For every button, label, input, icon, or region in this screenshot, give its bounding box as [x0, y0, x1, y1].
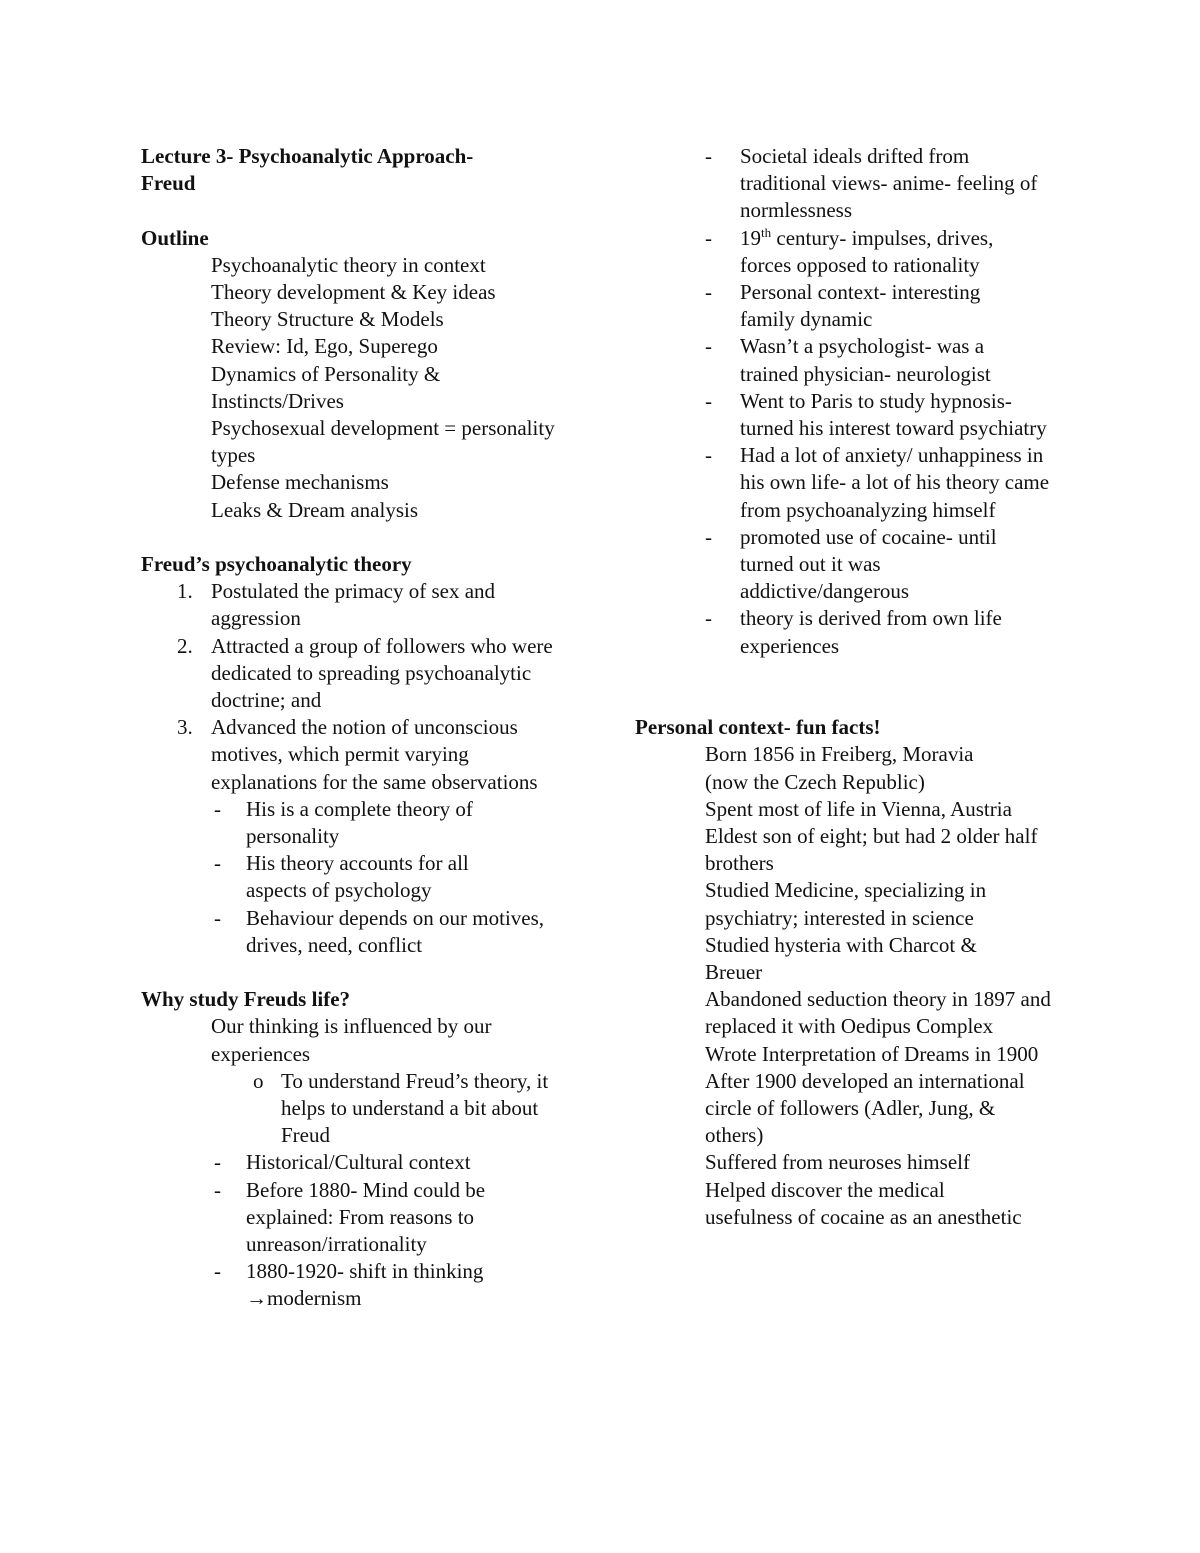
dash-item: - His theory accounts for all aspects of psychology	[214, 851, 469, 903]
dash-marker: -	[705, 334, 712, 359]
dash-marker: -	[214, 905, 221, 930]
why-heading: Why study Freuds life?	[141, 987, 351, 1012]
right-arrow-icon: →	[246, 1286, 267, 1311]
dash-marker: -	[705, 280, 712, 305]
theory-numbered-list	[141, 578, 581, 796]
dash-marker: -	[705, 388, 712, 413]
dash-marker: -	[214, 1259, 221, 1284]
fact-item: Studied hysteria with Charcot & Breuer	[705, 932, 977, 985]
dash-item: - Societal ideals drifted from traditional views- anime- feeling of normlessness	[705, 144, 1038, 223]
dash-item: - His is a complete theory of personality	[214, 796, 473, 849]
outline-item: Psychosexual development = personality types	[211, 416, 555, 468]
dash-marker: -	[705, 524, 712, 549]
fact-item: After 1900 developed an international circle of followers (Adler, Jung, & others)	[705, 1068, 1025, 1148]
fact-item: Wrote Interpretation of Dreams in 1900	[705, 1041, 1039, 1066]
outline-item: Review: Id, Ego, Superego	[211, 334, 438, 359]
why-bullet-item: Our thinking is influenced by our experiences	[211, 1014, 492, 1066]
number-marker: 1.	[177, 579, 193, 604]
dash-item: - 19th century- impulses, drives, forces opposed to rationality	[705, 224, 994, 277]
facts-list	[635, 741, 1075, 1231]
outline-list	[141, 252, 581, 524]
left-column	[141, 143, 581, 1313]
why-circle-item: o To understand Freud’s theory, it helps to understand a bit about Freud	[253, 1068, 549, 1148]
outline-item: Theory Structure & Models	[211, 307, 444, 332]
dash-item: - Personal context- interesting family dynamic	[705, 280, 981, 332]
dash-marker: -	[705, 225, 712, 250]
dash-marker: -	[214, 796, 221, 821]
number-marker: 3.	[177, 715, 193, 740]
right-column	[635, 143, 1075, 1231]
outline-item: Dynamics of Personality & Instincts/Drives	[211, 361, 441, 413]
dash-item: - Had a lot of anxiety/ unhappiness in his own life- a lot of his theory came from psychoanalyzing himself	[705, 443, 1050, 522]
dash-marker: -	[214, 1150, 221, 1175]
dash-item: - promoted use of cocaine- until turned out it was addictive/dangerous	[705, 524, 997, 604]
dash-item: - Before 1880- Mind could be explained: From reasons to unreason/irrationality	[214, 1177, 486, 1257]
dash-marker: -	[705, 606, 712, 631]
circle-marker: o	[253, 1068, 264, 1093]
outline-heading: Outline	[141, 225, 209, 250]
facts-heading: Personal context- fun facts!	[635, 715, 881, 740]
outline-item: Psychoanalytic theory in context	[211, 252, 486, 277]
fact-item: Suffered from neuroses himself	[705, 1150, 970, 1175]
fact-item: Spent most of life in Vienna, Austria	[705, 796, 1012, 821]
fact-item: Born 1856 in Freiberg, Moravia (now the Czech Republic)	[705, 742, 974, 794]
fact-item: Abandoned seduction theory in 1897 and replaced it with Oedipus Complex	[705, 987, 1051, 1039]
theory-heading: Freud’s psychoanalytic theory	[141, 552, 412, 577]
lecture-title: Lecture 3- Psychoanalytic Approach- Freud	[141, 144, 474, 196]
outline-item: Leaks & Dream analysis	[211, 497, 419, 522]
dash-item: - Historical/Cultural context	[141, 1149, 536, 1176]
number-marker: 2.	[177, 633, 193, 658]
dash-item: - Wasn’t a psychologist- was a trained physician- neurologist	[705, 334, 991, 386]
fact-item: Studied Medicine, specializing in psychiatry; interested in science	[705, 878, 987, 930]
fact-item: Eldest son of eight; but had 2 older half brothers	[705, 824, 1038, 876]
numbered-item: 2. Attracted a group of followers who were dedicated to spreading psychoanalytic doctrine; and	[177, 633, 553, 713]
dash-marker: -	[214, 1177, 221, 1202]
outline-item: Theory development & Key ideas	[211, 280, 496, 304]
dash-item: - Behaviour depends on our motives, drives, need, conflict	[214, 905, 545, 957]
numbered-item: 3. Advanced the notion of unconscious motives, which permit varying explanations for the same observations	[177, 715, 538, 794]
dash-marker: -	[705, 144, 712, 168]
dash-marker: -	[705, 443, 712, 468]
fact-item: Helped discover the medical usefulness of cocaine as an anesthetic	[705, 1177, 1022, 1229]
dash-item: - Went to Paris to study hypnosis- turned his interest toward psychiatry	[705, 388, 1047, 441]
theory-dash-list	[141, 796, 581, 959]
dash-marker: -	[214, 851, 221, 876]
outline-item: Defense mechanisms	[211, 470, 389, 495]
numbered-item: 1. Postulated the primacy of sex and aggression	[177, 579, 496, 631]
dash-item: - theory is derived from own life experiences	[705, 606, 1002, 658]
dash-item: - 1880-1920- shift in thinking →modernism	[214, 1259, 484, 1311]
